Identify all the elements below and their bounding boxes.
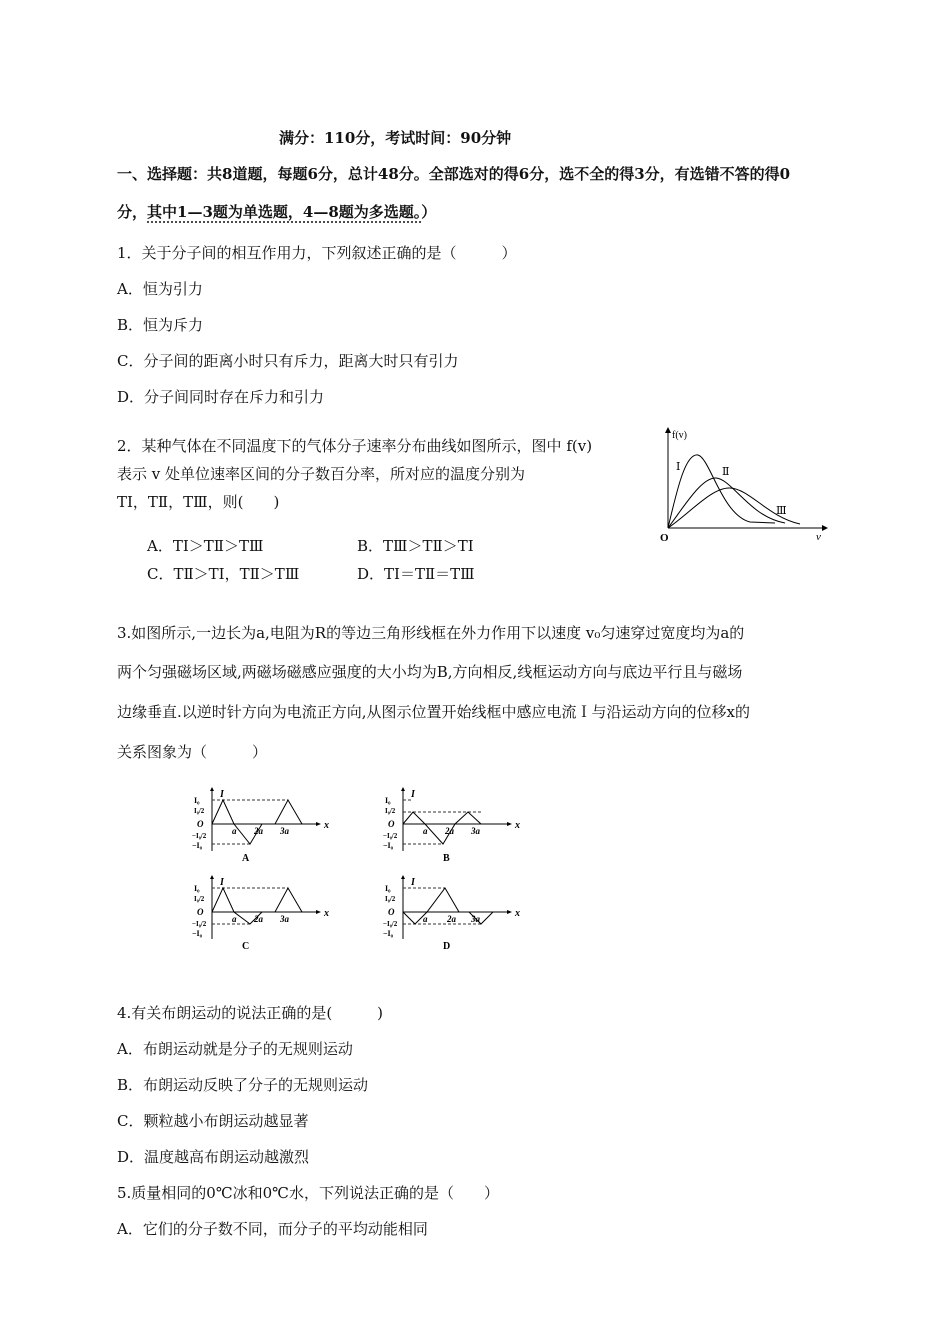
graph-c-y-label: I [220, 877, 224, 888]
curve-1-label: Ⅰ [676, 461, 681, 473]
q5-option-a: A．它们的分子数不同，而分子的平均动能相同 [117, 1220, 428, 1238]
graph-c-tick-a: a [232, 914, 237, 924]
q1-option-d: D．分子间同时存在斥力和引力 [117, 388, 325, 406]
speed-distribution-figure [650, 425, 830, 545]
graph-d-ylabel-half: I₀/2 [385, 895, 396, 903]
graph-a-tick-2a: 2a [254, 826, 263, 836]
y-axis-label: f(v) [672, 430, 687, 441]
y-axis-arrow-icon [665, 427, 671, 433]
graph-c-tick-2a: 2a [254, 914, 263, 924]
graph-d-tick-a: a [423, 914, 428, 924]
section-instruction-suffix: ） [421, 203, 437, 221]
graph-b-tick-a: a [423, 826, 428, 836]
q4-option-b: B．布朗运动反映了分子的无规则运动 [117, 1076, 369, 1094]
graph-a-ylabel-neg-half: −I₀/2 [192, 832, 207, 840]
graph-d-x-label: x [515, 908, 520, 919]
x-axis-arrow-icon [822, 525, 828, 531]
origin-label: O [660, 532, 669, 544]
graph-d-origin: O [388, 907, 395, 917]
x-axis-label: v [816, 531, 821, 543]
graph-a-ylabel-half: I₀/2 [194, 807, 205, 815]
graph-d-tick-3a: 3a [471, 914, 480, 924]
q3-stem-line1: 3.如图所示,一边长为a,电阻为R的等边三角形线框在外力作用下以速度 v₀匀速穿过宽度均为a的 [117, 624, 745, 642]
q3-stem-line2: 两个匀强磁场区域,两磁场磁感应强度的大小均为B,方向相反,线框运动方向与底边平行且与磁场 [117, 663, 743, 681]
q2-option-c: C．TⅡ＞TⅠ，TⅡ＞TⅢ [147, 565, 300, 583]
graph-b-ylabel-half: I₀/2 [385, 807, 396, 815]
q2-option-d: D．TⅠ＝TⅡ＝TⅢ [357, 565, 475, 583]
q1-option-a: A．恒为引力 [117, 280, 203, 298]
graph-c-ylabel-neg-half: −I₀/2 [192, 920, 207, 928]
curve-3-label: Ⅲ [776, 505, 787, 517]
curve-2 [668, 478, 785, 528]
graph-c-label: C [242, 941, 250, 952]
graph-d-ylabel-i0: I₀ [385, 884, 391, 893]
graph-d-label: D [443, 941, 451, 952]
graph-a-tick-a: a [232, 826, 237, 836]
graph-b-ylabel-i0: I₀ [385, 796, 391, 805]
section-instruction-prefix: 分， [117, 203, 148, 221]
q3-graph-b [383, 787, 523, 865]
graph-c-tick-3a: 3a [280, 914, 289, 924]
q4-option-d: D．温度越高布朗运动越激烈 [117, 1148, 310, 1166]
graph-a-y-label: I [220, 789, 224, 800]
section-instruction-line1: 一、选择题：共8道题，每题6分，总计48分。全部选对的得6分，选不全的得3分，有选错不答的得0 [117, 165, 791, 183]
section-instruction-line2 [117, 202, 436, 222]
curve-2-label: Ⅱ [722, 466, 730, 478]
graph-b-tick-3a: 3a [471, 826, 480, 836]
q2-option-b: B．TⅢ＞TⅡ＞TⅠ [357, 537, 474, 555]
graph-c-ylabel-neg-i0: −I₀ [192, 929, 203, 938]
graph-c-ylabel-i0: I₀ [194, 884, 200, 893]
q1-option-b: B．恒为斥力 [117, 316, 204, 334]
q4-option-c: C．颗粒越小布朗运动越显著 [117, 1112, 309, 1130]
q1-option-c: C．分子间的距离小时只有斥力，距离大时只有引力 [117, 352, 459, 370]
q1-stem: 1．关于分子间的相互作用力，下列叙述正确的是（ ） [117, 244, 517, 262]
q2-stem-line2: 表示 v 处单位速率区间的分子数百分率，所对应的温度分别为 [117, 465, 526, 483]
q2-stem-line1: 2．某种气体在不同温度下的气体分子速率分布曲线如图所示，图中 f(v) [117, 437, 593, 455]
graph-d-tick-2a: 2a [447, 914, 456, 924]
graph-c-origin: O [197, 907, 204, 917]
graph-a-x-label: x [324, 820, 329, 831]
graph-b-origin: O [388, 819, 395, 829]
graph-b-label: B [443, 853, 450, 864]
graph-b-tick-2a: 2a [445, 826, 454, 836]
graph-a-origin: O [197, 819, 204, 829]
q3-graph-a [192, 787, 332, 865]
graph-b-ylabel-neg-i0: −I₀ [383, 841, 394, 850]
q4-option-a: A．布朗运动就是分子的无规则运动 [117, 1040, 353, 1058]
graph-a-tick-3a: 3a [280, 826, 289, 836]
q4-stem: 4.有关布朗运动的说法正确的是( ) [117, 1004, 384, 1022]
q5-stem: 5.质量相同的0℃冰和0℃水，下列说法正确的是（ ） [117, 1184, 499, 1202]
graph-d-y-label: I [411, 877, 415, 888]
score-time-header: 满分：110分，考试时间：90分钟 [279, 129, 512, 147]
section-instruction-emphasis: 其中1—3题为单选题，4—8题为多选题。 [147, 203, 422, 221]
q3-stem-line4: 关系图象为（ ） [117, 743, 268, 761]
graph-c-x-label: x [324, 908, 329, 919]
q3-stem-line3: 边缘垂直.以逆时针方向为电流正方向,从图示位置开始线框中感应电流Ｉ与沿运动方向的位移x的 [117, 703, 750, 721]
graph-a-ylabel-neg-i0: −I₀ [192, 841, 203, 850]
q2-option-a: A．TⅠ＞TⅡ＞TⅢ [147, 537, 264, 555]
graph-b-y-label: I [411, 789, 415, 800]
q2-stem-line3: TⅠ，TⅡ，TⅢ，则( ) [117, 493, 280, 511]
graph-d-ylabel-neg-half: −I₀/2 [383, 920, 398, 928]
graph-b-x-label: x [515, 820, 520, 831]
q3-graph-c [192, 875, 332, 953]
graph-b-ylabel-neg-half: −I₀/2 [383, 832, 398, 840]
graph-a-ylabel-i0: I₀ [194, 796, 200, 805]
graph-a-label: A [242, 853, 250, 864]
q3-graph-d [383, 875, 523, 953]
graph-c-ylabel-half: I₀/2 [194, 895, 205, 903]
graph-d-ylabel-neg-i0: −I₀ [383, 929, 394, 938]
